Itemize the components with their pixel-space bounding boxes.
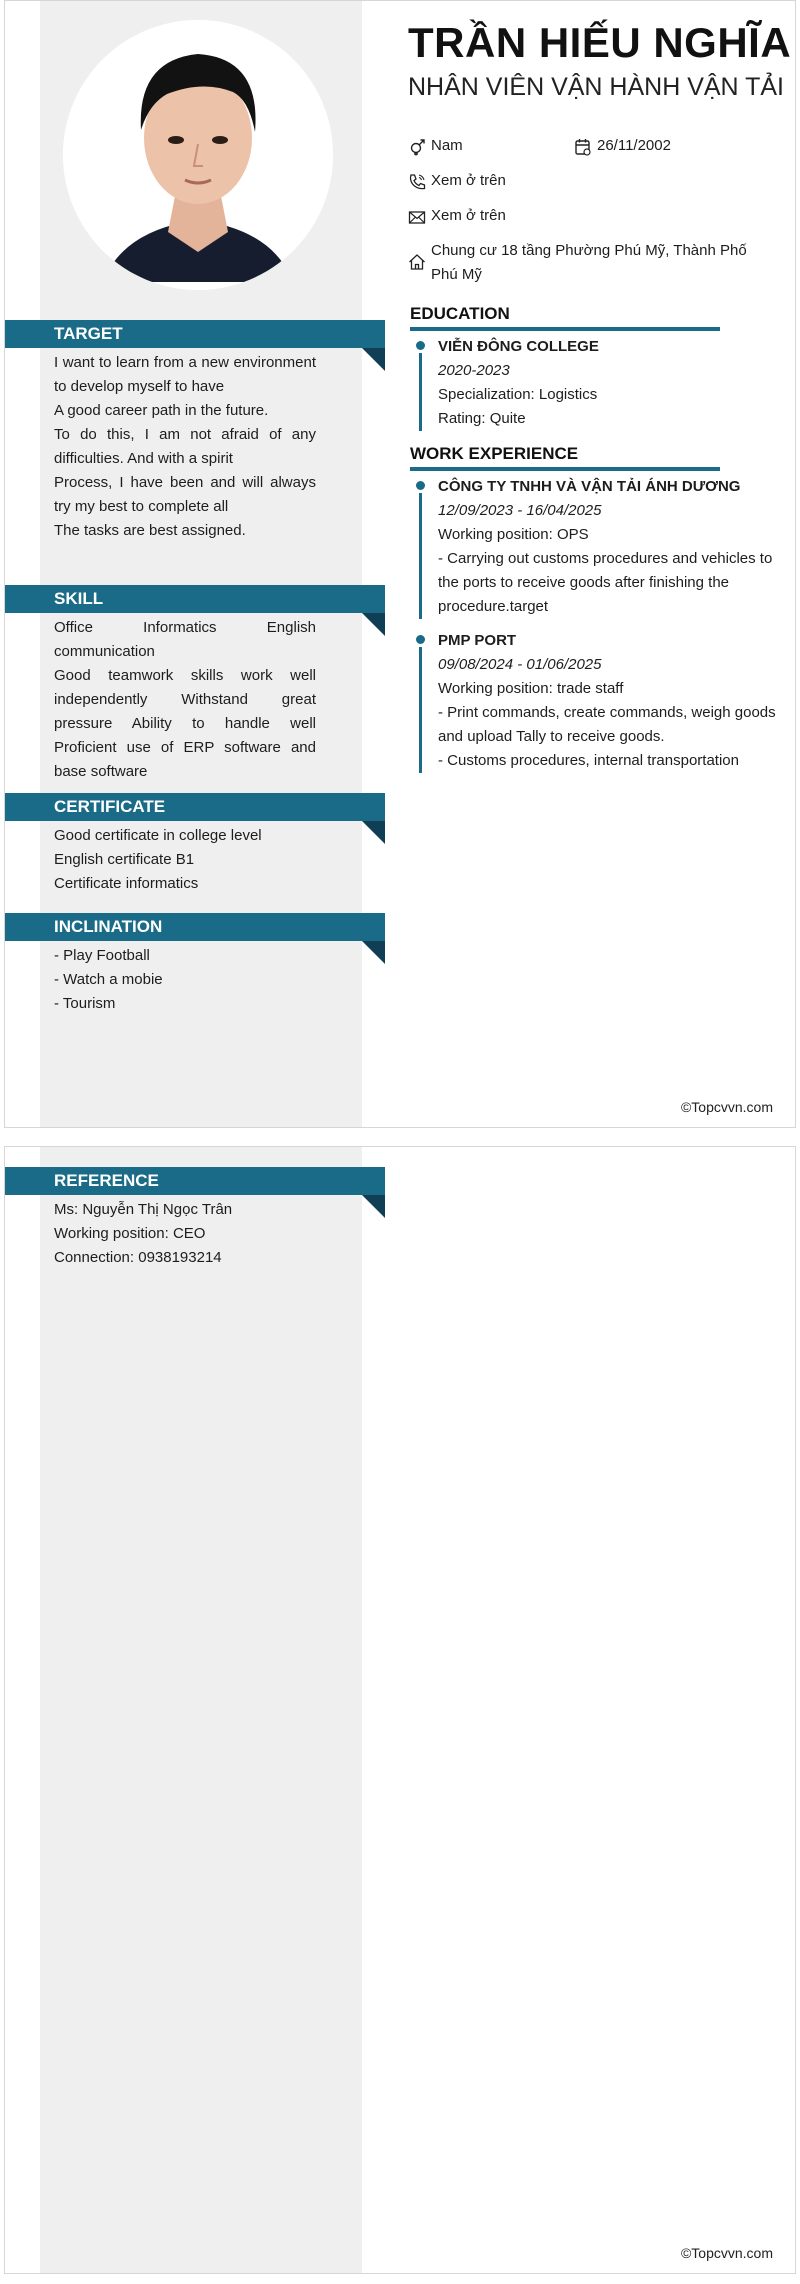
envelope-icon	[408, 208, 426, 226]
work-heading: WORK EXPERIENCE	[410, 444, 579, 463]
phone-row	[408, 169, 506, 193]
gender-icon	[408, 138, 426, 156]
calendar-icon	[574, 138, 592, 156]
address-row	[408, 239, 788, 287]
education-heading: EDUCATION	[410, 304, 510, 323]
phone-icon	[408, 173, 426, 191]
skill-line: Good teamwork skills work well independently Withstand great pressure Ability to handle well Proficient use of ERP software and base software	[54, 667, 316, 780]
reference-heading: REFERENCE	[5, 1167, 385, 1195]
gender-row	[408, 134, 463, 158]
certificate-section	[5, 793, 385, 896]
reference-line: Ms: Nguyễn Thị Ngọc Trân	[54, 1201, 233, 1218]
target-line: A good career path in the future.	[54, 402, 269, 419]
inclination-section	[5, 913, 385, 1016]
phone-value: Xem ở trên	[431, 172, 506, 189]
target-heading: TARGET	[5, 320, 385, 348]
address-line-1: Chung cư 18 tầng Phường Phú Mỹ, Thành Phố	[431, 242, 747, 259]
education-school: VIỄN ĐÔNG COLLEGE	[438, 338, 599, 355]
education-detail: Specialization: Logistics	[438, 386, 598, 403]
candidate-name: TRẦN HIẾU NGHĨA	[408, 19, 792, 66]
timeline-bar	[419, 493, 422, 619]
skill-heading: SKILL	[5, 585, 385, 613]
work-company: CÔNG TY TNHH VÀ VẬN TẢI ÁNH DƯƠNG	[438, 478, 741, 495]
target-line: I want to learn from a new environment to develop myself to have	[54, 354, 316, 395]
reference-line: Working position: CEO	[54, 1225, 206, 1242]
inclination-line: - Tourism	[54, 995, 116, 1012]
sidebar-background	[40, 1147, 362, 2273]
timeline-bar	[419, 647, 422, 773]
work-period: 09/08/2024 - 01/06/2025	[438, 656, 602, 673]
inclination-line: - Play Football	[54, 947, 150, 964]
home-icon	[408, 253, 426, 271]
inclination-body	[54, 941, 316, 1016]
education-rule	[410, 327, 720, 331]
cv-page-1	[4, 0, 796, 1128]
job-title: NHÂN VIÊN VẬN HÀNH VẬN TẢI	[408, 73, 785, 101]
education-entry	[419, 335, 787, 431]
timeline-dot	[416, 341, 425, 350]
certificate-body	[54, 821, 316, 896]
certificate-line: English certificate B1	[54, 851, 195, 868]
target-section	[5, 320, 385, 543]
address-line-2: Phú Mỹ	[431, 266, 482, 283]
education-detail: Rating: Quite	[438, 410, 526, 427]
birthday-row	[574, 134, 671, 158]
cv-page-2	[4, 1146, 796, 2274]
reference-body	[54, 1195, 316, 1270]
timeline-dot	[416, 635, 425, 644]
gender-value: Nam	[431, 137, 463, 154]
target-line: Process, I have been and will always try my best to complete all	[54, 474, 316, 515]
reference-line: Connection: 0938193214	[54, 1249, 222, 1266]
certificate-line: Certificate informatics	[54, 875, 199, 892]
certificate-heading: CERTIFICATE	[5, 793, 385, 821]
work-entry	[419, 629, 787, 773]
footer-watermark: ©Topcvvn.com	[680, 1099, 773, 1115]
target-line: The tasks are best assigned.	[54, 522, 246, 539]
timeline-bar	[419, 353, 422, 431]
footer-watermark: ©Topcvvn.com	[680, 2245, 773, 2261]
work-detail: - Print commands, create commands, weigh goods and upload Tally to receive goods.	[438, 704, 776, 745]
work-detail: Working position: OPS	[438, 526, 589, 543]
certificate-line: Good certificate in college level	[54, 827, 262, 844]
target-line: To do this, I am not afraid of any difficulties. And with a spirit	[54, 426, 316, 467]
timeline-dot	[416, 481, 425, 490]
email-row	[408, 204, 506, 228]
inclination-line: - Watch a mobie	[54, 971, 163, 988]
inclination-heading: INCLINATION	[5, 913, 385, 941]
reference-section	[5, 1167, 385, 1270]
education-period: 2020-2023	[438, 362, 510, 379]
work-company: PMP PORT	[438, 632, 517, 649]
work-detail: Working position: trade staff	[438, 680, 624, 697]
skill-line: Office Informatics English communication	[54, 619, 316, 660]
work-entry	[419, 475, 787, 619]
work-detail: - Carrying out customs procedures and vehicles to the ports to receive goods after finishing the procedure.target	[438, 550, 773, 615]
profile-photo	[63, 20, 333, 290]
skill-section	[5, 585, 385, 784]
skill-body	[54, 613, 316, 784]
target-body	[54, 348, 316, 543]
work-rule	[410, 467, 720, 471]
work-detail: - Customs procedures, internal transportation	[438, 752, 739, 769]
work-period: 12/09/2023 - 16/04/2025	[438, 502, 602, 519]
email-value: Xem ở trên	[431, 207, 506, 224]
birthday-value: 26/11/2002	[597, 137, 671, 154]
